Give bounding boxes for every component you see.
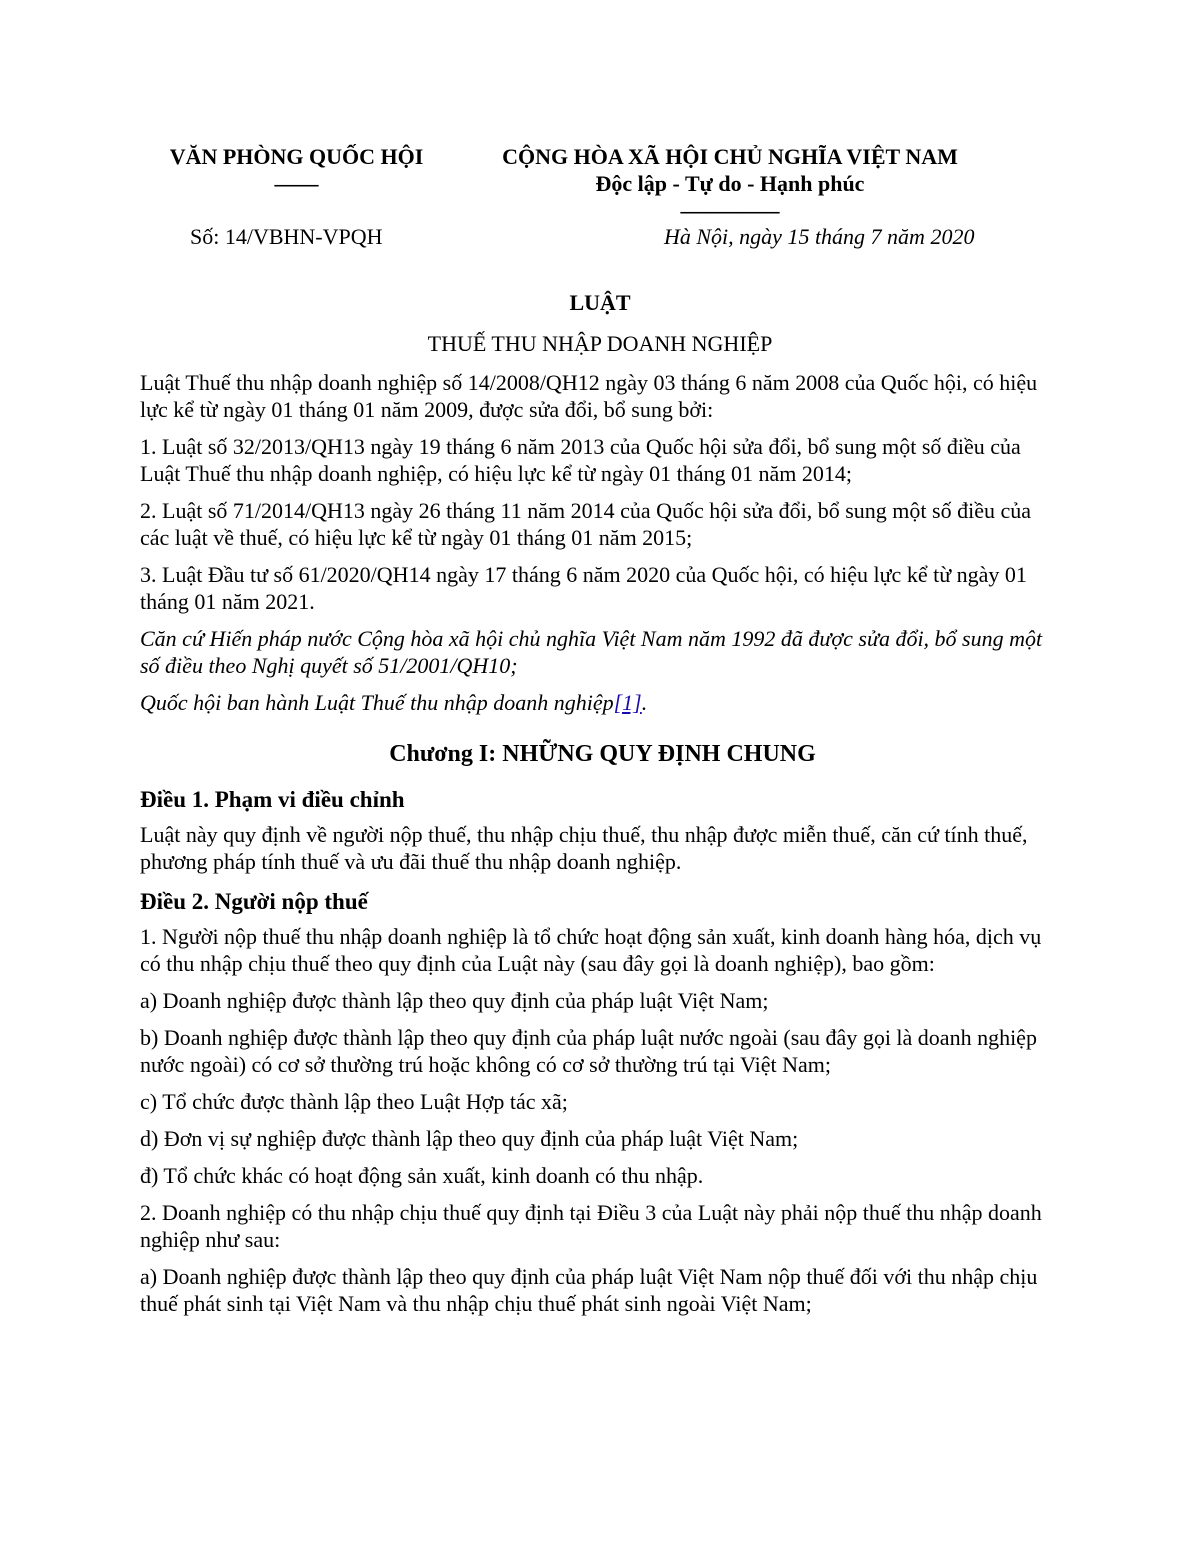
issuing-office-block (163, 143, 430, 197)
article-2-clause-1d: d) Đơn vị sự nghiệp được thành lập theo quy định của pháp luật Việt Nam; (140, 1126, 799, 1151)
office-underline: –––– (274, 171, 319, 196)
national-title: CỘNG HÒA XÃ HỘI CHỦ NGHĨA VIỆT NAM (502, 144, 958, 169)
amendment-3: 3. Luật Đầu tư số 61/2020/QH14 ngày 17 tháng 6 năm 2020 của Quốc hội, có hiệu lực kể từ ngày 01 tháng 01 năm 2021. (140, 562, 1027, 614)
national-motto: Độc lập - Tự do - Hạnh phúc (595, 171, 865, 196)
enactment-text: Quốc hội ban hành Luật Thuế thu nhập doanh nghiệp (140, 690, 614, 715)
law-subtitle: THUẾ THU NHẬP DOANH NGHIỆP (427, 331, 773, 356)
footnote-link[interactable]: [1] (613, 690, 642, 715)
issuing-office: VĂN PHÒNG QUỐC HỘI (169, 144, 424, 169)
article-2-clause-1c: c) Tổ chức được thành lập theo Luật Hợp tác xã; (140, 1089, 568, 1114)
article-2-clause-1dd: đ) Tổ chức khác có hoạt động sản xuất, kinh doanh có thu nhập. (140, 1163, 704, 1188)
amendment-2: 2. Luật số 71/2014/QH13 ngày 26 tháng 11 năm 2014 của Quốc hội sửa đổi, bổ sung một số điều của các luật về thuế, có hiệu lực kể từ ngày 01 tháng 01 năm 2015; (140, 498, 1031, 550)
preamble-intro: Luật Thuế thu nhập doanh nghiệp số 14/2008/QH12 ngày 03 tháng 6 năm 2008 của Quốc hội, có hiệu lực kể từ ngày 01 tháng 01 năm 2009, được sửa đổi, bổ sung bởi: (140, 370, 1038, 422)
enactment-end: . (641, 690, 648, 715)
amendment-1: 1. Luật số 32/2013/QH13 ngày 19 tháng 6 năm 2013 của Quốc hội sửa đổi, bổ sung một số điều của Luật Thuế thu nhập doanh nghiệp, có hiệu lực kể từ ngày 01 tháng 01 năm 2014; (140, 434, 1021, 486)
article-2-clause-2: 2. Doanh nghiệp có thu nhập chịu thuế quy định tại Điều 3 của Luật này phải nộp thuế thu nhập doanh nghiệp như sau: (140, 1200, 1042, 1252)
article-2-clause-2a: a) Doanh nghiệp được thành lập theo quy định của pháp luật Việt Nam nộp thuế đối với thu nhập chịu thuế phát sinh tại Việt Nam và thu nhập chịu thuế phát sinh ngoài Việt Nam; (140, 1264, 1038, 1316)
article-2-clause-1: 1. Người nộp thuế thu nhập doanh nghiệp là tổ chức hoạt động sản xuất, kinh doanh hàng hóa, dịch vụ có thu nhập chịu thuế theo quy định của Luật này (sau đây gọi là doanh nghiệp), bao gồm: (140, 924, 1042, 976)
article-1-title: Điều 1. Phạm vi điều chỉnh (140, 787, 405, 812)
motto-underline: ––––––––– (680, 198, 780, 223)
document-date: Hà Nội, ngày 15 tháng 7 năm 2020 (664, 224, 975, 249)
legal-basis: Căn cứ Hiến pháp nước Cộng hòa xã hội chủ nghĩa Việt Nam năm 1992 đã được sửa đổi, bổ sung một số điều theo Nghị quyết số 51/2001/QH10; (140, 626, 1043, 678)
article-1-text: Luật này quy định về người nộp thuế, thu nhập chịu thuế, thu nhập được miễn thuế, căn cứ tính thuế, phương pháp tính thuế và ưu đãi thuế thu nhập doanh nghiệp. (140, 822, 1028, 874)
national-title-block (486, 143, 974, 224)
chapter-title: Chương I: NHỮNG QUY ĐỊNH CHUNG (389, 741, 816, 767)
enactment-clause (140, 689, 1065, 716)
document-body (140, 369, 1065, 1327)
article-2-clause-1a: a) Doanh nghiệp được thành lập theo quy định của pháp luật Việt Nam; (140, 988, 769, 1013)
document-number: Số: 14/VBHN-VPQH (190, 224, 383, 249)
article-2-title: Điều 2. Người nộp thuế (140, 889, 368, 914)
article-2-clause-1b: b) Doanh nghiệp được thành lập theo quy định của pháp luật nước ngoài (sau đây gọi là doanh nghiệp nước ngoài) có cơ sở thường trú hoặc không có cơ sở thường trú tại Việt Nam; (140, 1025, 1037, 1077)
law-title: LUẬT (569, 290, 631, 315)
